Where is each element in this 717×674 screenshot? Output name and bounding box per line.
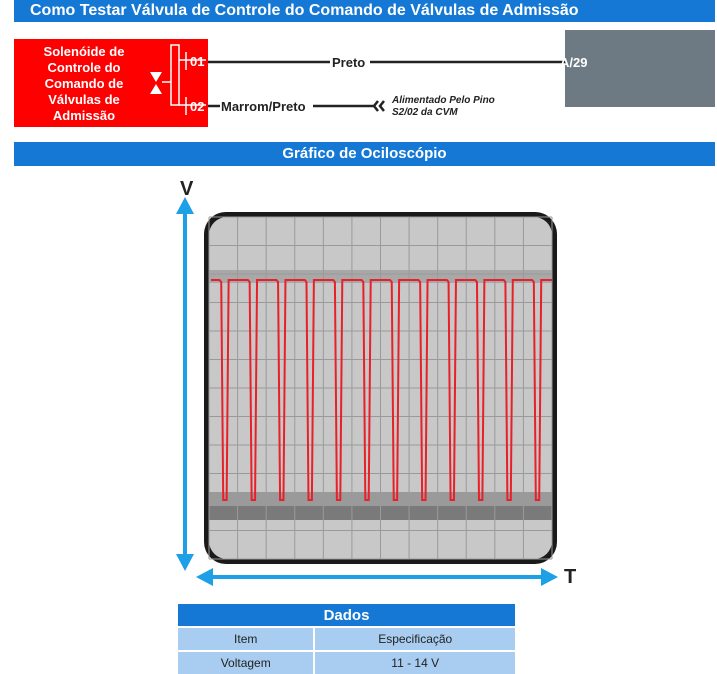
v-axis-arrow-icon <box>176 197 194 571</box>
oscilloscope-title: Gráfico de Ociloscópio <box>14 142 715 166</box>
wire-2-label: Marrom/Preto <box>221 99 306 114</box>
valve-icon <box>150 72 171 94</box>
page-title: Como Testar Válvula de Controle do Comando de Válvulas de Admissão <box>14 0 715 22</box>
pin-2-label: 02 <box>190 99 205 114</box>
data-table <box>178 604 515 674</box>
table-cell-spec: 11 - 14 V <box>314 651 515 674</box>
connector-body <box>171 45 179 105</box>
t-axis-arrow-icon <box>196 568 558 586</box>
table-title: Dados <box>178 604 515 627</box>
wire-1-label: Preto <box>332 55 366 70</box>
supply-note: Alimentado Pelo Pino S2/02 da CVM <box>392 95 495 118</box>
solenoid-label: Solenóide de Controle do Comando de Válvulas de Admissão <box>43 44 125 123</box>
table-header-item: Item <box>178 627 314 651</box>
axis-v-label: V <box>180 178 194 200</box>
table-header-spec: Especificação <box>314 627 515 651</box>
connector-chevron-icon <box>374 101 384 111</box>
table-cell-item: Voltagem <box>178 651 314 674</box>
axis-t-label: T <box>564 566 577 588</box>
ecu-pin-label: A/29 <box>560 55 588 70</box>
pin-1-label: 01 <box>190 54 205 69</box>
